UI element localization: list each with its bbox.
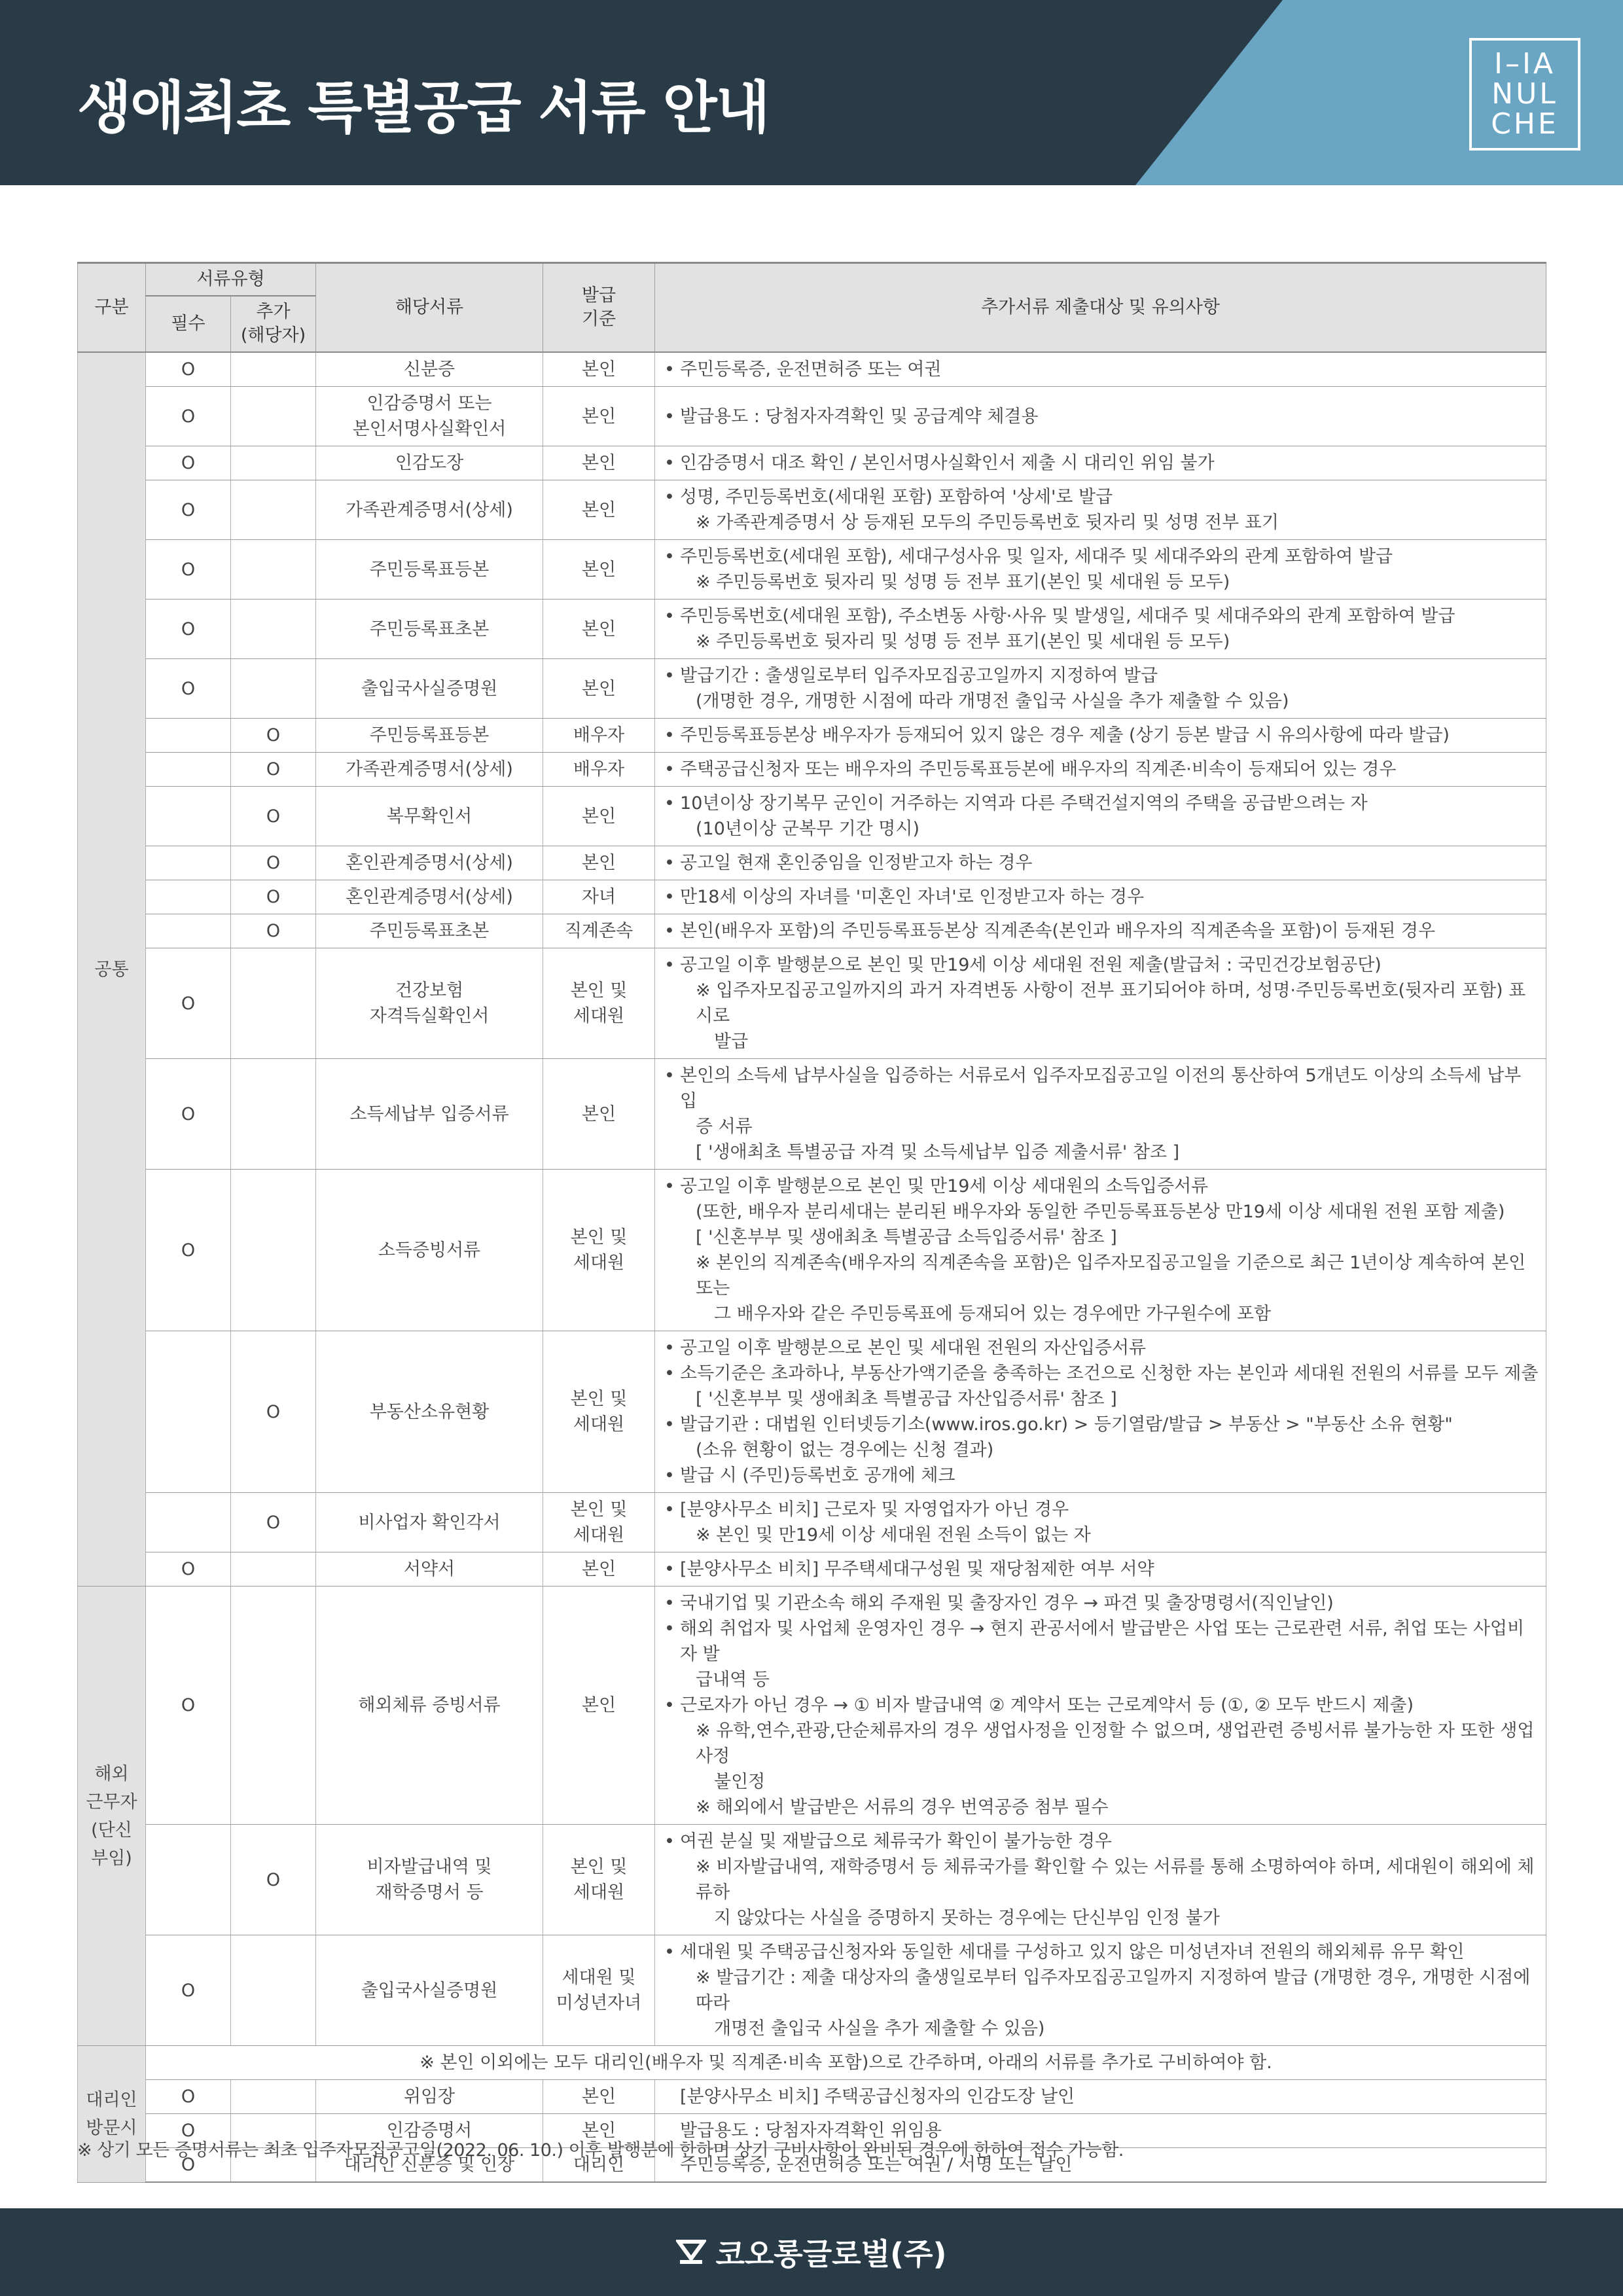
table-row <box>78 880 1546 914</box>
issuer-basis: 본인 <box>543 387 655 446</box>
note-line: ※ 해외에서 발급받은 서류의 경우 번역공증 첨부 필수 <box>696 1797 1109 1818</box>
notes-cell <box>655 1059 1546 1170</box>
additional-mark <box>231 2080 316 2114</box>
note-bullet: • [분양사무소 비치] 근로자 및 자영업자가 아닌 경우 <box>680 1497 1541 1522</box>
note-bullet: • 주민등록번호(세대원 포함), 세대구성사유 및 일자, 세대주 및 세대주와의 관계 포함하여 발급 <box>680 544 1541 569</box>
issuer-basis: 자녀 <box>543 880 655 914</box>
issuer-basis: 본인 <box>543 480 655 540</box>
table-row <box>78 948 1546 1059</box>
notes-cell <box>655 846 1546 880</box>
note-bullet: • 만18세 이상의 자녀를 '미혼인 자녀'로 인정받고자 하는 경우 <box>680 884 1541 910</box>
document-name: 인감도장 <box>316 446 543 480</box>
additional-mark <box>231 540 316 600</box>
note-line: (10년이상 군복무 기간 명시) <box>696 819 920 839</box>
required-mark: O <box>146 2080 231 2114</box>
additional-mark: O <box>231 1331 316 1493</box>
additional-mark <box>231 948 316 1059</box>
required-mark <box>146 880 231 914</box>
issuer-basis: 본인 <box>543 1552 655 1587</box>
note-bullet: • 여권 분실 및 재발급으로 체류국가 확인이 불가능한 경우 <box>680 1829 1541 1854</box>
page-footer <box>0 2208 1623 2296</box>
note-bullet: • 공고일 이후 발행분으로 본인 및 만19세 이상 세대원 전원 제출(발급처 : 국민건강보험공단) <box>680 952 1541 978</box>
header-category: 구분 <box>78 263 146 353</box>
header-additional: 추가 (해당자) <box>231 296 316 352</box>
document-name: 복무확인서 <box>316 787 543 846</box>
document-name: 가족관계증명서(상세) <box>316 480 543 540</box>
note-line: [ '생애최초 특별공급 자격 및 소득세납부 입증 제출서류' 참조 ] <box>696 1142 1180 1162</box>
note-bullet: • 인감증명서 대조 확인 / 본인서명사실확인서 제출 시 대리인 위임 불가 <box>680 450 1541 476</box>
company-brand <box>676 2231 946 2274</box>
issuer-basis: 본인 및 세대원 <box>543 1331 655 1493</box>
table-row <box>78 2080 1546 2114</box>
additional-mark: O <box>231 787 316 846</box>
issuer-basis: 세대원 및 미성년자녀 <box>543 1935 655 2046</box>
notes-cell <box>655 480 1546 540</box>
required-mark: O <box>146 2114 231 2148</box>
issuer-basis: 본인 <box>543 540 655 600</box>
required-mark: O <box>146 659 231 719</box>
table-row <box>78 659 1546 719</box>
table-row <box>78 753 1546 787</box>
table-body <box>78 352 1546 2182</box>
required-mark <box>146 914 231 948</box>
required-mark: O <box>146 600 231 659</box>
documents-table <box>77 262 1546 2183</box>
additional-mark: O <box>231 880 316 914</box>
additional-mark <box>231 600 316 659</box>
note-line: [ '신혼부부 및 생애최초 특별공급 자산입증서류' 참조 ] <box>696 1389 1117 1409</box>
required-mark: O <box>146 2148 231 2183</box>
document-name: 소득증빙서류 <box>316 1170 543 1331</box>
issuer-basis: 본인 <box>543 2114 655 2148</box>
notes-cell <box>655 948 1546 1059</box>
note-line: 불인정 <box>714 1772 766 1792</box>
table-row <box>78 387 1546 446</box>
document-name: 서약서 <box>316 1552 543 1587</box>
table-row <box>78 719 1546 753</box>
document-name: 주민등록표초본 <box>316 914 543 948</box>
note-bullet: • 성명, 주민등록번호(세대원 포함) 포함하여 '상세'로 발급 <box>680 484 1541 510</box>
header-doc-type: 서류유형 <box>146 263 316 296</box>
table-row <box>78 1493 1546 1552</box>
category-cell: 공통 <box>78 352 146 1587</box>
notes-cell <box>655 387 1546 446</box>
document-name: 주민등록표초본 <box>316 600 543 659</box>
issuer-basis: 배우자 <box>543 753 655 787</box>
note-bullet: • 주민등록표등본상 배우자가 등재되어 있지 않은 경우 제출 (상기 등본 발급 시 유의사항에 따라 발급) <box>680 723 1541 748</box>
hanulche-logo <box>1469 38 1580 151</box>
document-name: 위임장 <box>316 2080 543 2114</box>
note-bullet: • 주택공급신청자 또는 배우자의 주민등록표등본에 배우자의 직계존·비속이 등재되어 있는 경우 <box>680 757 1541 782</box>
note-line: 지 않았다는 사실을 증명하지 못하는 경우에는 단신부임 인정 불가 <box>714 1908 1220 1928</box>
additional-mark <box>231 1059 316 1170</box>
note-bullet: • 공고일 현재 혼인중임을 인정받고자 하는 경우 <box>680 850 1541 876</box>
issuer-basis: 본인 <box>543 2080 655 2114</box>
note-line: ※ 유학,연수,관광,단순체류자의 경우 생업사정을 인정할 수 없으며, 생업관련 증빙서류 불가능한 자 또한 생업사정 <box>696 1721 1535 1767</box>
notes-cell <box>655 1331 1546 1493</box>
note-line: [ '신혼부부 및 생애최초 특별공급 소득입증서류' 참조 ] <box>696 1227 1117 1247</box>
required-mark: O <box>146 1059 231 1170</box>
logo-line: NUL <box>1491 77 1558 111</box>
required-mark <box>146 1493 231 1552</box>
table-row <box>78 1059 1546 1170</box>
note-bullet: • 공고일 이후 발행분으로 본인 및 만19세 이상 세대원의 소득입증서류 <box>680 1174 1541 1199</box>
note-line: 주민등록증, 운전면허증 또는 여권 / 서명 또는 날인 <box>680 2155 1073 2175</box>
table-row <box>78 352 1546 387</box>
document-name: 부동산소유현황 <box>316 1331 543 1493</box>
notes-cell <box>655 352 1546 387</box>
required-mark <box>146 753 231 787</box>
additional-mark: O <box>231 914 316 948</box>
issuer-basis: 배우자 <box>543 719 655 753</box>
note-line: ※ 입주자모집공고일까지의 과거 자격변동 사항이 전부 표기되어야 하며, 성명·주민등록번호(뒷자리 포함) 표시로 <box>696 980 1526 1026</box>
issuer-basis: 본인 <box>543 1059 655 1170</box>
required-mark: O <box>146 1587 231 1825</box>
footnote: ※ 상기 모든 증명서류는 최초 입주자모집공고일(2022. 06. 10.) 이후 발행분에 한하며 상기 구비사항이 완비된 경우에 한하여 접수 가능함. <box>77 2140 1124 2161</box>
table-row <box>78 600 1546 659</box>
note-bullet: • 주민등록번호(세대원 포함), 주소변동 사항·사유 및 발생일, 세대주 및 세대주와의 관계 포함하여 발급 <box>680 603 1541 629</box>
note-line: ※ 주민등록번호 뒷자리 및 성명 등 전부 표기(본인 및 세대원 등 모두) <box>696 572 1230 592</box>
note-bullet: • 발급용도 : 당첨자자격확인 및 공급계약 체결용 <box>680 404 1541 429</box>
required-mark <box>146 719 231 753</box>
table-row <box>78 787 1546 846</box>
note-bullet: • 세대원 및 주택공급신청자와 동일한 세대를 구성하고 있지 않은 미성년자녀 전원의 해외체류 유무 확인 <box>680 1939 1541 1965</box>
note-line: 그 배우자와 같은 주민등록표에 등재되어 있는 경우에만 가구원수에 포함 <box>714 1304 1272 1324</box>
document-name: 신분증 <box>316 352 543 387</box>
required-mark: O <box>146 948 231 1059</box>
required-mark: O <box>146 352 231 387</box>
required-mark <box>146 846 231 880</box>
document-name: 인감증명서 <box>316 2114 543 2148</box>
note-bullet: • 주민등록증, 운전면허증 또는 여권 <box>680 357 1541 382</box>
notes-cell <box>655 446 1546 480</box>
required-mark: O <box>146 446 231 480</box>
note-line: 발급 <box>714 1031 749 1052</box>
note-line: 개명전 출입국 사실을 추가 제출할 수 있음) <box>714 2018 1045 2039</box>
issuer-basis: 본인 및 세대원 <box>543 948 655 1059</box>
table-row <box>78 1935 1546 2046</box>
issuer-basis: 본인 <box>543 787 655 846</box>
logo-line: I–IA <box>1493 47 1556 81</box>
document-name: 가족관계증명서(상세) <box>316 753 543 787</box>
proxy-notice: ※ 본인 이외에는 모두 대리인(배우자 및 직계존·비속 포함)으로 간주하며, 아래의 서류를 추가로 구비하여야 함. <box>146 2046 1546 2080</box>
note-line: 발급용도 : 당첨자자격확인 위임용 <box>680 2121 942 2141</box>
required-mark <box>146 787 231 846</box>
required-mark <box>146 1331 231 1493</box>
document-name: 비자발급내역 및 재학증명서 등 <box>316 1825 543 1935</box>
header-issuer: 발급 기준 <box>543 263 655 353</box>
note-line: ※ 주민등록번호 뒷자리 및 성명 등 전부 표기(본인 및 세대원 등 모두) <box>696 632 1230 652</box>
table-row <box>78 540 1546 600</box>
header-notes: 추가서류 제출대상 및 유의사항 <box>655 263 1546 353</box>
notes-cell <box>655 1493 1546 1552</box>
notice-row <box>78 2046 1546 2080</box>
additional-mark <box>231 659 316 719</box>
notes-cell <box>655 1935 1546 2046</box>
additional-mark: O <box>231 1825 316 1935</box>
issuer-basis: 본인 <box>543 1587 655 1825</box>
company-name: 코오롱글로벌(주) <box>715 2236 947 2272</box>
notes-cell <box>655 880 1546 914</box>
table-row <box>78 1552 1546 1587</box>
note-line: ※ 본인의 직계존속(배우자의 직계존속을 포함)은 입주자모집공고일을 기준으로 최근 1년이상 계속하여 본인 또는 <box>696 1253 1526 1299</box>
notes-cell <box>655 1825 1546 1935</box>
table-row <box>78 1825 1546 1935</box>
note-bullet: • 10년이상 장기복무 군인이 거주하는 지역과 다른 주택건설지역의 주택을 공급받으려는 자 <box>680 791 1541 816</box>
kolon-logo-icon <box>676 2239 706 2265</box>
required-mark: O <box>146 1552 231 1587</box>
additional-mark: O <box>231 753 316 787</box>
note-line: (또한, 배우자 분리세대는 분리된 배우자와 동일한 주민등록표등본상 만19세 이상 세대원 전원 포함 제출) <box>696 1202 1505 1222</box>
note-bullet: • 본인의 소득세 납부사실을 입증하는 서류로서 입주자모집공고일 이전의 통산하여 5개년도 이상의 소득세 납부 입 <box>680 1063 1541 1114</box>
document-name: 주민등록표등본 <box>316 540 543 600</box>
note-line: 급내역 등 <box>696 1670 770 1690</box>
table-header-row <box>78 263 1546 296</box>
notes-cell <box>655 719 1546 753</box>
issuer-basis: 본인 <box>543 600 655 659</box>
required-mark: O <box>146 1935 231 2046</box>
additional-mark <box>231 387 316 446</box>
additional-mark: O <box>231 846 316 880</box>
notes-cell <box>655 600 1546 659</box>
issuer-basis: 본인 <box>543 659 655 719</box>
category-cell: 해외 근무자 (단신 부임) <box>78 1587 146 2046</box>
note-line: ※ 가족관계증명서 상 등재된 모두의 주민등록번호 뒷자리 및 성명 전부 표기 <box>696 512 1279 533</box>
additional-mark <box>231 480 316 540</box>
document-name: 출입국사실증명원 <box>316 659 543 719</box>
notes-cell <box>655 659 1546 719</box>
note-line: ※ 발급기간 : 제출 대상자의 출생일로부터 입주자모집공고일까지 지정하여 발급 (개명한 경우, 개명한 시점에 따라 <box>696 1967 1531 2013</box>
required-mark: O <box>146 540 231 600</box>
issuer-basis: 본인 및 세대원 <box>543 1493 655 1552</box>
note-bullet: • 근로자가 아닌 경우 → ① 비자 발급내역 ② 계약서 또는 근로계약서 등 (①, ② 모두 반드시 제출) <box>680 1693 1541 1718</box>
required-mark: O <box>146 480 231 540</box>
additional-mark <box>231 1935 316 2046</box>
table-row <box>78 1587 1546 1825</box>
note-bullet: • 해외 취업자 및 사업체 운영자인 경우 → 현지 관공서에서 발급받은 사업 또는 근로관련 서류, 취업 또는 사업비자 발 <box>680 1616 1541 1667</box>
document-name: 혼인관계증명서(상세) <box>316 846 543 880</box>
note-line: ※ 본인 및 만19세 이상 세대원 전원 소득이 없는 자 <box>696 1525 1091 1545</box>
required-mark <box>146 1825 231 1935</box>
additional-mark <box>231 1587 316 1825</box>
header-required: 필수 <box>146 296 231 352</box>
additional-mark: O <box>231 1493 316 1552</box>
table-row <box>78 1331 1546 1493</box>
note-bullet: • 발급 시 (주민)등록번호 공개에 체크 <box>680 1463 1541 1488</box>
additional-mark <box>231 352 316 387</box>
note-bullet: • 본인(배우자 포함)의 주민등록표등본상 직계존속(본인과 배우자의 직계존속을 포함)이 등재된 경우 <box>680 918 1541 944</box>
note-line: ※ 비자발급내역, 재학증명서 등 체류국가를 확인할 수 있는 서류를 통해 소명하여야 하며, 세대원이 해외에 체류하 <box>696 1857 1535 1903</box>
notes-cell <box>655 1170 1546 1331</box>
note-bullet: • 국내기업 및 기관소속 해외 주재원 및 출장자인 경우 → 파견 및 출장명령서(직인날인) <box>680 1590 1541 1616</box>
required-mark: O <box>146 1170 231 1331</box>
notes-cell <box>655 753 1546 787</box>
note-bullet: • [분양사무소 비치] 무주택세대구성원 및 재당첨제한 여부 서약 <box>680 1556 1541 1582</box>
issuer-basis: 직계존속 <box>543 914 655 948</box>
page-header <box>0 0 1623 185</box>
document-name: 비사업자 확인각서 <box>316 1493 543 1552</box>
note-bullet: • 소득기준은 초과하나, 부동산가액기준을 충족하는 조건으로 신청한 자는 본인과 세대원 전원의 서류를 모두 제출 <box>680 1361 1541 1386</box>
notes-cell <box>655 914 1546 948</box>
note-bullet: • 발급기관 : 대법원 인터넷등기소(www.iros.go.kr) > 등기열람/발급 > 부동산 > "부동산 소유 현황" <box>680 1412 1541 1437</box>
note-line: (소유 현황이 없는 경우에는 신청 결과) <box>696 1440 994 1460</box>
issuer-basis: 본인 <box>543 846 655 880</box>
table-row <box>78 846 1546 880</box>
notes-cell <box>655 1587 1546 1825</box>
documents-section <box>77 262 1546 2183</box>
note-bullet: • 공고일 이후 발행분으로 본인 및 세대원 전원의 자산입증서류 <box>680 1335 1541 1361</box>
header-document: 해당서류 <box>316 263 543 353</box>
document-name: 소득세납부 입증서류 <box>316 1059 543 1170</box>
document-name: 해외체류 증빙서류 <box>316 1587 543 1825</box>
issuer-basis: 본인 <box>543 352 655 387</box>
notes-cell <box>655 1552 1546 1587</box>
table-row <box>78 480 1546 540</box>
logo-line: CHE <box>1491 107 1559 141</box>
issuer-basis: 본인 및 세대원 <box>543 1825 655 1935</box>
note-line: [분양사무소 비치] 주택공급신청자의 인감도장 날인 <box>680 2087 1075 2107</box>
table-row <box>78 1170 1546 1331</box>
note-bullet: • 발급기간 : 출생일로부터 입주자모집공고일까지 지정하여 발급 <box>680 663 1541 689</box>
additional-mark <box>231 446 316 480</box>
document-name: 혼인관계증명서(상세) <box>316 880 543 914</box>
additional-mark: O <box>231 719 316 753</box>
notes-cell <box>655 787 1546 846</box>
document-name: 출입국사실증명원 <box>316 1935 543 2046</box>
note-line: 증 서류 <box>696 1117 753 1137</box>
document-name: 주민등록표등본 <box>316 719 543 753</box>
document-name: 대리인 신분증 및 인장 <box>316 2148 543 2183</box>
notes-cell <box>655 2080 1546 2114</box>
required-mark: O <box>146 387 231 446</box>
table-row <box>78 914 1546 948</box>
additional-mark <box>231 1170 316 1331</box>
document-name: 인감증명서 또는 본인서명사실확인서 <box>316 387 543 446</box>
additional-mark <box>231 1552 316 1587</box>
note-line: (개명한 경우, 개명한 시점에 따라 개명전 출입국 사실을 추가 제출할 수 있음) <box>696 691 1289 711</box>
table-row <box>78 446 1546 480</box>
issuer-basis: 본인 및 세대원 <box>543 1170 655 1331</box>
category-cell: 대리인 방문시 <box>78 2046 146 2183</box>
issuer-basis: 대리인 <box>543 2148 655 2183</box>
notes-cell <box>655 540 1546 600</box>
document-name: 건강보험 자격득실확인서 <box>316 948 543 1059</box>
issuer-basis: 본인 <box>543 446 655 480</box>
page-title: 생애최초 특별공급 서류 안내 <box>77 75 769 141</box>
